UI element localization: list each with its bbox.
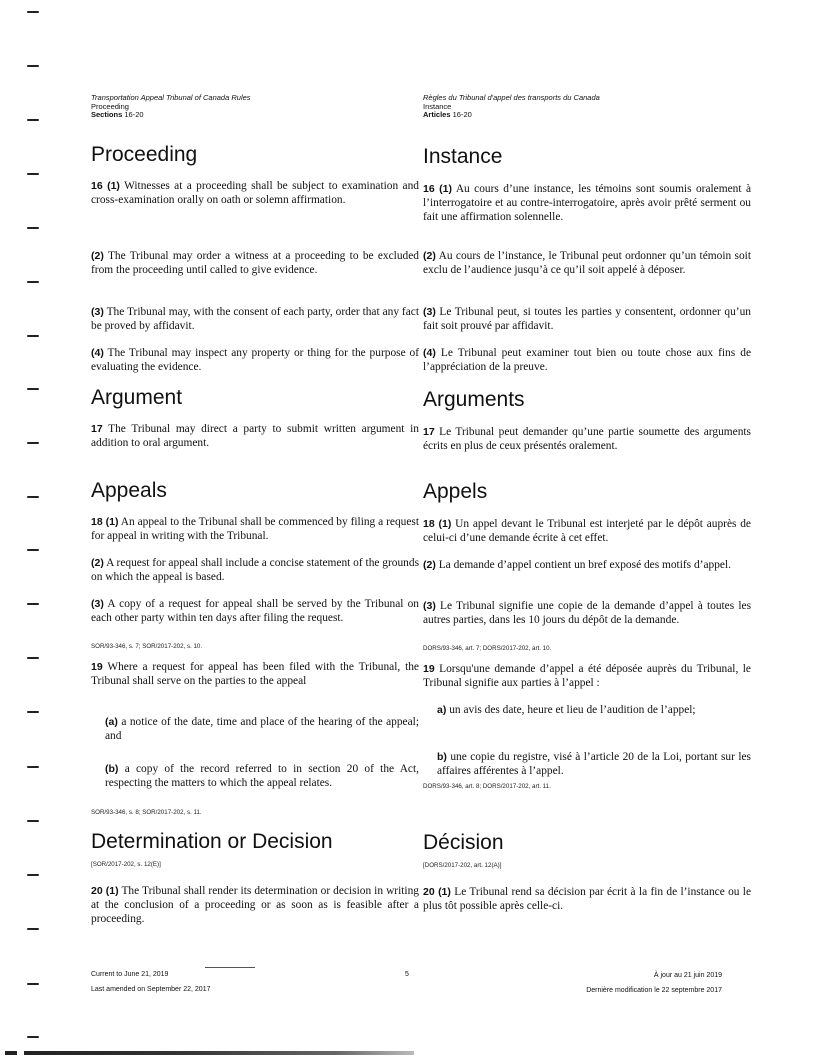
footer-rule bbox=[205, 967, 255, 968]
citation-18: DORS/93-346, art. 7; DORS/2017-202, art. 10. bbox=[423, 645, 552, 652]
heading-arguments: Arguments bbox=[423, 388, 525, 411]
heading-determination-or-decision: Determination or Decision bbox=[91, 830, 333, 853]
regulation-title: Transportation Appeal Tribunal of Canada Rules bbox=[91, 93, 251, 102]
provision-18-3: (3) Le Tribunal signifie une copie de la demande d’appel à toutes les autres parties, dans les 10 jours du dépôt de la demande. bbox=[423, 600, 752, 627]
footer-last-amended-fr: Dernière modification le 22 septembre 2017 bbox=[586, 987, 722, 994]
provision-19: 19 Lorsqu'une demande d’appel a été déposée auprès du Tribunal, le Tribunal signifie aux parties à l’appel : bbox=[423, 663, 751, 690]
provision-18-1: 18 (1) Un appel devant le Tribunal est interjeté par le dépôt auprès de celui-ci d’une demande écrite à cet effet. bbox=[423, 518, 751, 545]
provision-20-1: 20 (1) The Tribunal shall render its determination or decision in writing at the conclusion of a proceeding or as soon as is feasible after a proceeding. bbox=[91, 885, 419, 926]
provision-16-1: 16 (1) Witnesses at a proceeding shall be subject to examination and cross-examination orally on oath or solemn affirmation. bbox=[91, 180, 419, 207]
margin-mark bbox=[27, 657, 39, 659]
provision-19-b: b) une copie du registre, visé à l’article 20 de la Loi, portant sur les affaires afférentes à l’appel. bbox=[437, 751, 751, 778]
margin-mark bbox=[27, 173, 39, 175]
margin-mark bbox=[27, 496, 39, 498]
margin-mark bbox=[27, 1036, 39, 1038]
margin-mark bbox=[27, 928, 39, 930]
provision-19: 19 Where a request for appeal has been filed with the Tribunal, the Tribunal shall serve on the parties to the appeal bbox=[91, 661, 419, 688]
citation-19: DORS/93-346, art. 8; DORS/2017-202, art. 11. bbox=[423, 783, 551, 790]
citation-18: SOR/93-346, s. 7; SOR/2017-202, s. 10. bbox=[91, 643, 203, 650]
margin-mark bbox=[27, 11, 39, 13]
margin-mark bbox=[27, 820, 39, 822]
provision-16-3: (3) Le Tribunal peut, si toutes les parties y consentent, ordonner qu’un fait soit prouvé par affidavit. bbox=[423, 306, 751, 333]
english-column bbox=[91, 93, 420, 926]
running-header-en bbox=[91, 94, 419, 120]
provision-20-1: 20 (1) Le Tribunal rend sa décision par écrit à la fin de l’instance ou le plus tôt possible après celle-ci. bbox=[423, 886, 751, 913]
provision-18-3: (3) A copy of a request for appeal shall be served by the Tribunal on each other party within ten days after filing the request. bbox=[91, 598, 420, 625]
provision-16-1: 16 (1) Au cours d’une instance, les témoins sont soumis oralement à l’interrogatoire et au contre-interrogatoire, après avoir prêté serment ou fait une affirmation solennelle. bbox=[423, 183, 751, 224]
page-number: 5 bbox=[405, 971, 409, 978]
section-range: Articles 16-20 bbox=[423, 110, 472, 119]
margin-mark bbox=[27, 119, 39, 121]
margin-mark bbox=[27, 442, 39, 444]
margin-mark bbox=[27, 983, 39, 985]
provision-19-b: (b) a copy of the record referred to in section 20 of the Act, respecting the matters to which the appeal relates. bbox=[105, 763, 419, 790]
provision-16-4: (4) The Tribunal may inspect any property or thing for the purpose of evaluating the evidence. bbox=[91, 347, 419, 374]
provision-18-2: (2) La demande d’appel contient un bref exposé des motifs d’appel. bbox=[423, 559, 731, 571]
footer-current-to-en: Current to June 21, 2019 bbox=[91, 971, 169, 978]
margin-mark bbox=[27, 874, 39, 876]
part-title: Instance bbox=[423, 101, 452, 111]
footer-current-to-fr: À jour au 21 juin 2019 bbox=[653, 972, 722, 979]
margin-mark bbox=[27, 335, 39, 337]
margin-mark bbox=[27, 388, 39, 390]
provision-16-4: (4) Le Tribunal peut examiner tout bien ou toute chose aux fins de l’appréciation de la preuve. bbox=[423, 347, 751, 374]
provision-16-3: (3) The Tribunal may, with the consent of each party, order that any fact be proved by affidavit. bbox=[91, 306, 419, 333]
heading-appeals: Appeals bbox=[91, 479, 167, 502]
scan-edge-bar bbox=[5, 1051, 17, 1055]
provision-19-a: a) un avis des date, heure et lieu de l’audition de l’appel; bbox=[437, 704, 696, 716]
provision-17: 17 Le Tribunal peut demander qu’une partie soumette des arguments écrits en plus de ceux présentés oralement. bbox=[423, 426, 751, 453]
regulation-title: Règles du Tribunal d'appel des transports du Canada bbox=[423, 93, 600, 102]
heading-instance: Instance bbox=[423, 145, 503, 168]
citation-19: SOR/93-346, s. 8; SOR/2017-202, s. 11. bbox=[91, 809, 202, 816]
margin-mark bbox=[27, 281, 39, 283]
citation-heading-20: [SOR/2017-202, s. 12(E)] bbox=[91, 861, 161, 868]
margin-mark bbox=[27, 766, 39, 768]
margin-mark bbox=[27, 227, 39, 229]
provision-19-a: (a) a notice of the date, time and place of the hearing of the appeal; and bbox=[105, 716, 419, 743]
margin-mark bbox=[27, 603, 39, 605]
scan-edge-bar bbox=[24, 1051, 414, 1055]
margin-mark bbox=[27, 711, 39, 713]
footer-last-amended-en: Last amended on September 22, 2017 bbox=[91, 986, 211, 993]
running-header-fr bbox=[423, 94, 751, 120]
provision-16-2: (2) Au cours de l’instance, le Tribunal peut ordonner qu’un témoin soit exclu de l’audience jusqu’à ce qu’il soit appelé à déposer. bbox=[423, 250, 752, 277]
part-title: Proceeding bbox=[91, 101, 129, 111]
provision-18-2: (2) A request for appeal shall include a concise statement of the grounds on which the appeal is based. bbox=[91, 557, 420, 584]
citation-heading-20: [DORS/2017-202, art. 12(A)] bbox=[423, 862, 502, 869]
margin-mark bbox=[27, 65, 39, 67]
provision-16-2: (2) The Tribunal may order a witness at a proceeding to be excluded from the proceeding until called to give evidence. bbox=[91, 250, 419, 277]
heading-argument: Argument bbox=[91, 386, 183, 409]
margin-mark bbox=[27, 549, 39, 551]
provision-18-1: 18 (1) An appeal to the Tribunal shall be commenced by filing a request for appeal in writing with the Tribunal. bbox=[91, 516, 420, 543]
heading-proceeding: Proceeding bbox=[91, 143, 198, 166]
provision-17: 17 The Tribunal may direct a party to submit written argument in addition to oral argument. bbox=[91, 423, 419, 450]
heading-appels: Appels bbox=[423, 480, 488, 503]
french-column bbox=[423, 93, 752, 913]
section-range: Sections 16-20 bbox=[91, 110, 144, 119]
heading-decision: Décision bbox=[423, 831, 504, 854]
